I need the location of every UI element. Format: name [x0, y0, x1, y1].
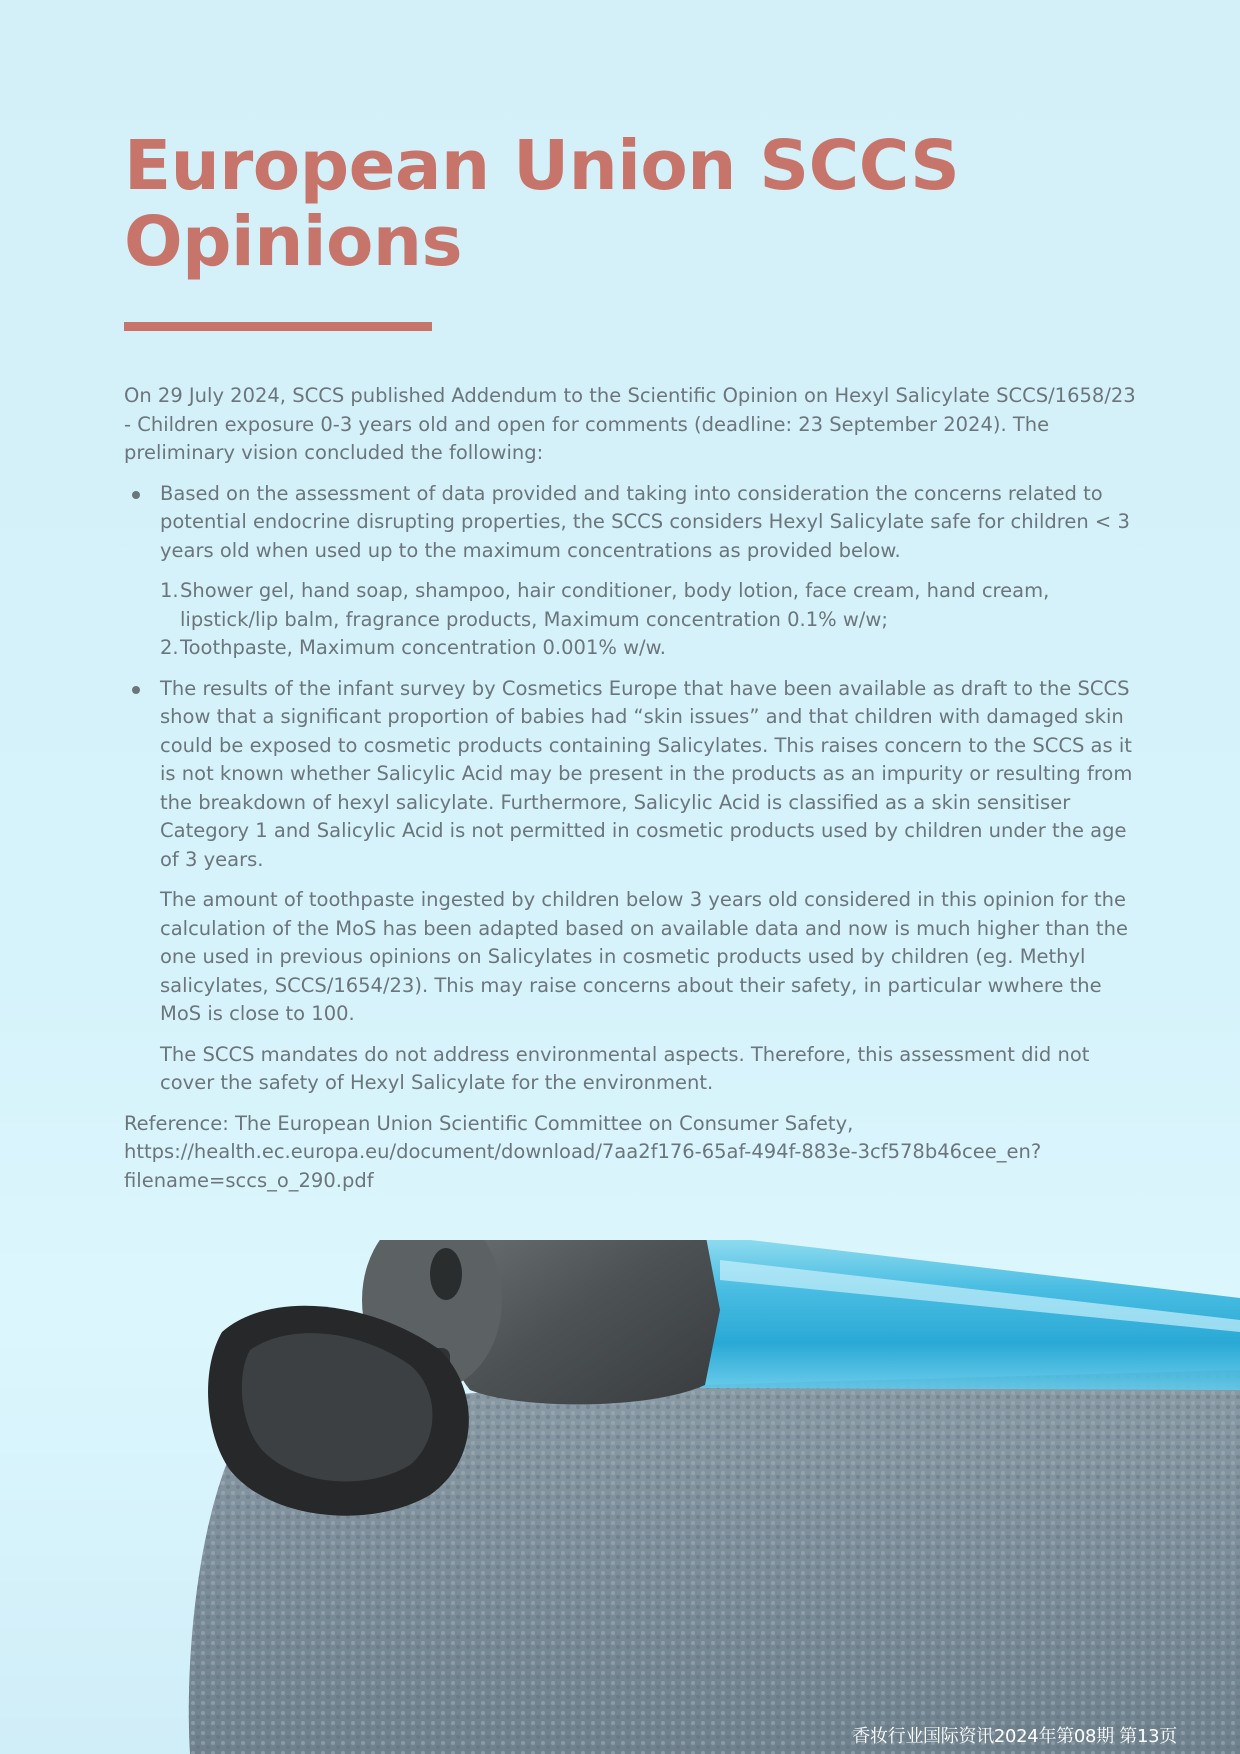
page-footer: 香妆行业国际资讯2024年第08期 第13页	[852, 1726, 1177, 1747]
reference-url-cont[interactable]: filename=sccs_o_290.pdf	[124, 1168, 374, 1192]
bullet-text: Based on the assessment of data provided and taking into consideration the concerns related to potential endocrine disrupting properties, the SCCS considers Hexyl Salicylate safe for children < 3 years old when used up to the maximum concentrations as provided below.	[160, 481, 1130, 562]
product-photo	[0, 1240, 1240, 1754]
bullet-list	[124, 480, 1144, 1098]
article-body	[124, 382, 1144, 1195]
page-title: European Union SCCS Opinions	[124, 126, 960, 282]
reference	[124, 1110, 1144, 1196]
bullet-icon	[132, 491, 140, 499]
sub-paragraph: The amount of toothpaste ingested by children below 3 years old considered in this opinion for the calculation of the MoS has been adapted based on available data and now is much higher than the one used in previous opinions on Salicylates in cosmetic products used by children (eg. Methyl salicylates, SCCS/1654/23). This may raise concerns about their safety, in particular wwhere the MoS is close to 100.	[160, 888, 1128, 1025]
sub-paragraph: The SCCS mandates do not address environmental aspects. Therefore, this assessment did not cover the safety of Hexyl Salicylate for the environment.	[160, 1042, 1090, 1094]
numbered-list	[160, 577, 1144, 663]
bullet-item-1	[124, 480, 1144, 663]
bullet-text: The results of the infant survey by Cosmetics Europe that have been available as draft to the SCCS show that a significant proportion of babies had “skin issues” and that children with damaged skin could be exposed to cosmetic products containing Salicylates. This raises concern to the SCCS as it is not known whether Salicylic Acid may be present in the products as an impurity or resulting from the breakdown of hexyl salicylate. Furthermore, Salicylic Acid is classified as a skin sensitiser Category 1 and Salicylic Acid is not permitted in cosmetic products used by children under the age of 3 years.	[160, 676, 1133, 871]
numbered-item-2	[160, 634, 1144, 663]
reference-label: Reference: The European Union Scientific Committee on Consumer Safety,	[124, 1111, 854, 1135]
numbered-item-1	[160, 577, 1144, 634]
title-underline	[124, 322, 432, 331]
bullet-item-2	[124, 675, 1144, 1098]
item-text: Toothpaste, Maximum concentration 0.001% w/w.	[180, 636, 666, 659]
item-number: 2.	[160, 636, 179, 659]
item-text: Shower gel, hand soap, shampoo, hair conditioner, body lotion, face cream, hand cream, lipstick/lip balm, fragrance products, Maximum concentration 0.1% w/w;	[180, 579, 1050, 631]
bullet-icon	[132, 686, 140, 694]
item-number: 1.	[160, 579, 179, 602]
reference-url[interactable]: https://health.ec.europa.eu/document/download/7aa2f176-65af-494f-883e-3cf578b46cee_en?	[124, 1140, 1042, 1163]
tube-shape	[700, 1240, 1240, 1390]
intro-paragraph: On 29 July 2024, SCCS published Addendum to the Scientific Opinion on Hexyl Salicylate SCCS/1658/23 - Children exposure 0-3 years old and open for comments (deadline: 23 September 2024). The preliminary vision concluded the following:	[124, 384, 1136, 464]
